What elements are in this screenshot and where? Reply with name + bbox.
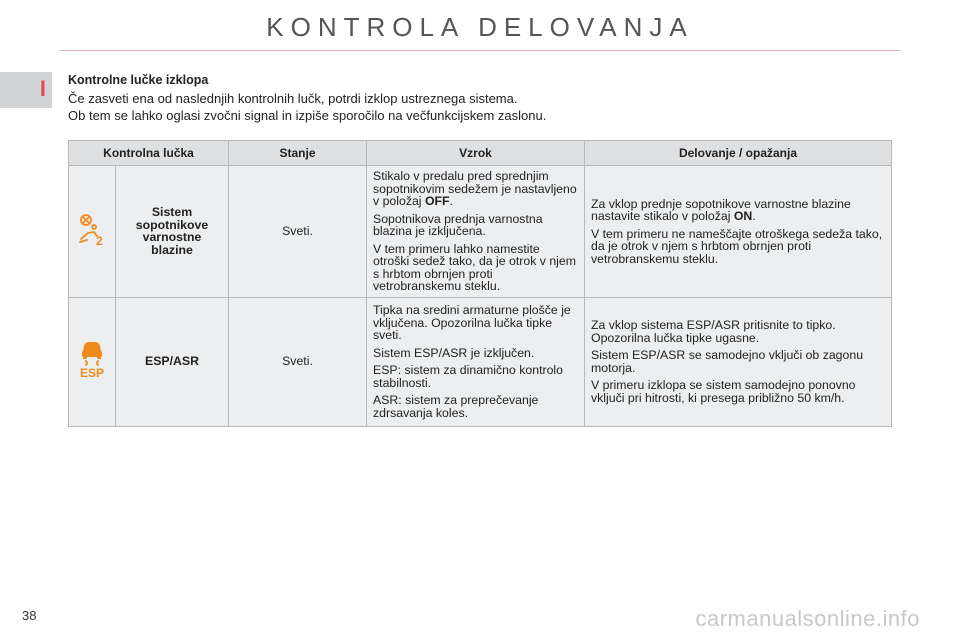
action-paragraph: Sistem ESP/ASR se samodejno vključi ob zagonu motorja.: [591, 348, 864, 375]
column-header-lamp: Kontrolna lučka: [69, 141, 229, 166]
column-header-state: Stanje: [229, 141, 367, 166]
column-header-action: Delovanje / opažanja: [585, 141, 892, 166]
title-divider: [60, 50, 900, 51]
action-paragraph: Za vklop sistema ESP/ASR pritisnite to tipko. Opozorilna lučka tipke ugasne.: [591, 318, 836, 345]
lamp-name: Sistem sopotnikove varnostne blazine: [116, 166, 229, 298]
lamp-action: [585, 297, 892, 426]
cause-paragraph: V tem primeru lahko namestite otroški sedež tako, da je otrok v njem s hrbtom obrnjen proti vetrobranskemu steklu.: [373, 241, 576, 293]
cause-paragraph: Sistem ESP/ASR je izključen.: [373, 345, 535, 360]
lamp-cause: [367, 297, 585, 426]
warning-lamp-table: [68, 140, 892, 427]
lamp-state: Sveti.: [229, 297, 367, 426]
intro-line: Ob tem se lahko oglasi zvočni signal in izpiše sporočilo na večfunkcijskem zaslonu.: [68, 108, 547, 123]
cause-paragraph: Sopotnikova prednja varnostna blazina je izključena.: [373, 211, 543, 238]
chapter-letter: I: [39, 76, 46, 101]
cause-paragraph: ESP: sistem za dinamično kontrolo stabilnosti.: [373, 363, 564, 390]
watermark: carmanualsonline.info: [695, 606, 920, 631]
chapter-tab: [0, 72, 52, 108]
lamp-state: Sveti.: [229, 166, 367, 298]
page-number: 38: [22, 608, 37, 623]
esp-icon-label: ESP: [80, 366, 105, 381]
section-heading: Kontrolne lučke izklopa: [68, 73, 209, 87]
action-paragraph: Za vklop prednje sopotnikove varnostne blazine nastavite stikalo v položaj ON.: [591, 196, 851, 223]
lamp-name: ESP/ASR: [116, 297, 229, 426]
action-paragraph: V primeru izklopa se sistem samodejno ponovno vključi pri hitrosti, ki presega približno 50 km/h.: [591, 378, 856, 405]
lamp-action: [585, 166, 892, 298]
lamp-icon-cell: [69, 166, 116, 298]
esp-off-icon: [77, 340, 107, 380]
svg-text:2: 2: [96, 234, 103, 247]
page-title: KONTROLA DELOVANJA: [266, 12, 694, 42]
cause-paragraph: Stikalo v predalu pred sprednjim sopotnikovim sedežem je nastavljeno v položaj OFF.: [373, 169, 577, 208]
cause-paragraph: Tipka na sredini armaturne plošče je vključena. Opozorilna lučka tipke sveti.: [373, 303, 571, 342]
lamp-cause: [367, 166, 585, 298]
cause-paragraph: ASR: sistem za preprečevanje zdrsavanja koles.: [373, 393, 539, 420]
action-paragraph: V tem primeru ne nameščajte otroškega sedeža tako, da je otrok v njem s hrbtom obrnjen proti vetrobranskemu steklu.: [591, 226, 883, 266]
intro-line: Če zasveti ena od naslednjih kontrolnih lučk, potrdi izklop ustreznega sistema.: [68, 91, 518, 106]
column-header-cause: Vzrok: [367, 141, 585, 166]
lamp-icon-cell: [69, 297, 116, 426]
airbag-off-icon: [77, 213, 107, 247]
table-row: [69, 297, 892, 426]
table-row: [69, 166, 892, 298]
table-header-row: [69, 141, 892, 166]
